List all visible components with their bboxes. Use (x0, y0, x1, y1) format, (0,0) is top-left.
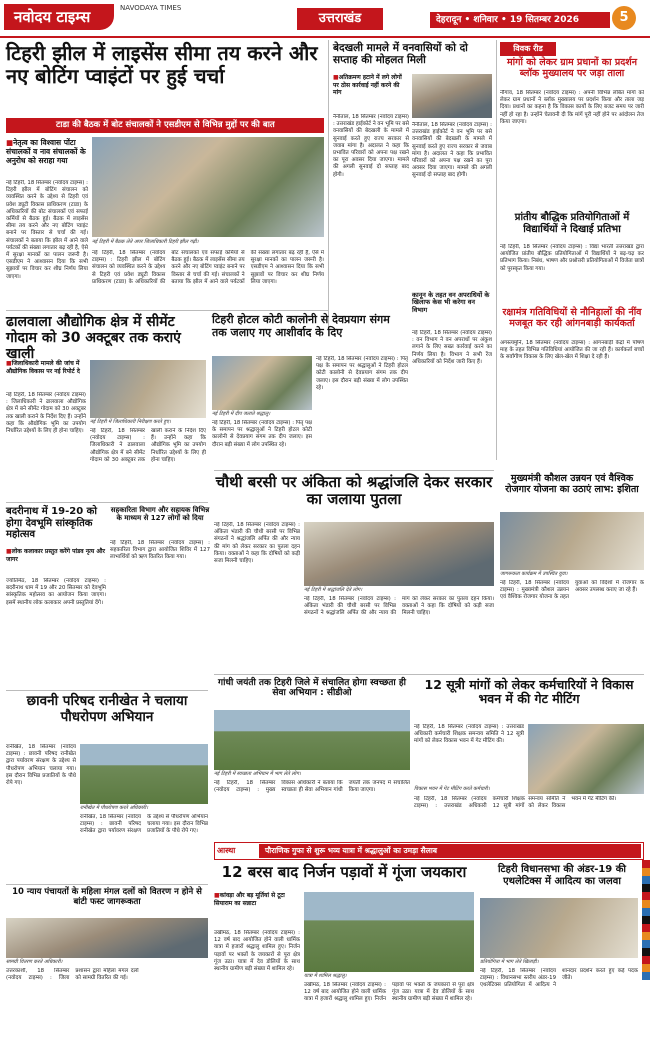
aastha-strap-box (214, 842, 644, 860)
tihrihot-body-continued: नई टिहरी, 18 सितम्बर (नवोदय टाइम्स) : पितृ पक्ष के समापन पर श्रद्धालुओं ने टिहरी होटल कोटी कालोनी से देवप्रयाग संगम तक दीप जलाए। इस दौरान बड़ी संख्या में लोग उपस्थित रहे। (316, 356, 408, 391)
mukhyamantri-body: नई टिहरी, 18 सितम्बर (नवोदय टाइम्स) : मुख्यमंत्री कौशल उन्नयन एवं वैश्विक रोजगार योजना के तहत युवाओं को विदेशों में रोजगार के अवसर उपलब्ध कराए जा रहे हैं। (500, 580, 644, 601)
athletics-photo (480, 898, 638, 958)
badrinath-bullet: ■ लोक कलाकार प्रस्तुत करेंगे पांडव नृत्य और जागर (6, 548, 106, 576)
wanaval-body-continued: नैनीताल, 18 सितम्बर (नवोदय टाइम्स) : उत्तराखंड हाईकोर्ट ने वन भूमि पर बसे वनवासियों की बेदखली के मामले में सुनवाई करते हुए राज्य सरकार से जवाब मांगा है। अदालत ने कहा कि प्रभावित परिवारों को अपना पक्ष रखने का पूरा अवसर दिया जाएगा। मामले की अगली सुनवाई दो सप्ताह बाद होगी। (412, 122, 492, 179)
column-divider (496, 40, 497, 460)
anganwadi-headline: रक्षामंत्र गतिविधियों से नौनिहालों की नींव मजबूत कर रही आंगनबाड़ी कार्यकर्ता (502, 307, 642, 329)
anganwadi-body: अगस्त्यमुनि, 18 सितम्बर (नवोदय टाइम्स) : आंगनबाड़ी केंद्रों में पोषण माह के तहत विभिन्न गतिविधियां आयोजित की जा रही हैं। कार्यकर्ता बच्चों के सर्वांगीण विकास के लिए खेल-खेल में शिक्षा दे रही हैं। (500, 340, 644, 361)
gandhi-headline: गांधी जयंती तक टिहरी जिले में संचालित होगा स्वच्छता ही सेवा अभियान : सीडीओ (218, 678, 406, 699)
aastha-body: उखीमठ, 18 सितम्बर (नवोदय टाइम्स) : 12 वर्ष बाद आयोजित होने वाली धार्मिक यात्रा में हजारों श्रद्धालु शामिल हुए। निर्जन पड़ावों पर भक्तों के जयकारों से पूरा क्षेत्र गूंज उठा। यात्रा में देव डोलियों के साथ स्थानीय ग्रामीण बड़ी संख्या में शामिल रहे। (214, 930, 300, 973)
row-divider (214, 674, 644, 675)
row-divider (214, 470, 494, 471)
vivek-body: नौगांव, 18 सितम्बर (नवोदय टाइम्स) : अपनी विभिन्न लंबित मांगों को लेकर ग्राम प्रधानों ने ब्लॉक मुख्यालय पर प्रदर्शन किया और ताला जड़ दिया। प्रधानों का कहना है कि विकास कार्यों के लिए बजट समय पर जारी नहीं हो रहा है। उन्होंने चेतावनी दी कि मांगें पूरी नहीं होने पर आंदोलन तेज किया जाएगा। (500, 90, 644, 125)
pratibha-headline: प्रांतीय बौद्धिक प्रतियोगिताओं में विद्यार्थियों ने दिखाई प्रतिभा (514, 212, 630, 235)
row-divider (6, 884, 208, 885)
nyay-caption: सामग्री वितरण करते अधिकारी। (6, 959, 63, 965)
chhawni-caption: रानीखेत में पौधरोपण करते अधिकारी। (80, 805, 148, 811)
karmachari-body-continued: नई टिहरी, 18 सितम्बर (नवोदय टाइम्स) : उत्तराखंड अधिकारी कर्मचारी शिक्षक समन्वय समिति ने 12 सूत्री मांगों को लेकर विकास भवन में गेट मीटिंग की। (414, 796, 617, 810)
kanoon-body: नई टिहरी, 18 सितम्बर (नवोदय टाइम्स) : वन विभाग ने वन अपराधों पर अंकुश लगाने के लिए सख्त कार्रवाई करने का निर्णय लिया है। विभाग ने सभी रेंज अधिकारियों को निर्देश जारी किए हैं। (412, 330, 492, 365)
masthead-banner (0, 0, 650, 36)
wanaval-bullet: ■ अतिक्रमण हटाने में लगे लोगों पर ठोस कार्रवाई नहीं करने की मांग (333, 74, 409, 112)
ankita-headline: चौथी बरसी पर अंकिता को श्रद्धांजलि देकर सरकार का जलाया पुतला (215, 473, 493, 509)
dhalwala-body-continued: नई टिहरी, 18 सितम्बर (नवोदय टाइम्स) : जिलाधिकारी ने ढालवाला औद्योगिक क्षेत्र में बने सीमेंट गोदाम को 30 अक्टूबर तक खाली कराने के निर्देश दिए हैं। उन्होंने कहा कि औद्योगिक भूमि का उपयोग निर्धारित उद्देश्यों के लिए ही होना चाहिए। (90, 428, 206, 463)
gandhi-caption: नई टिहरी में स्वच्छता अभियान में भाग लेते लोग। (214, 771, 301, 777)
sahkarita-headline: सहकारिता विभाग और सहायक विभिन्न के माध्यम से 127 लोगों को दिया (110, 506, 210, 523)
tihrihot-body: नई टिहरी, 18 सितम्बर (नवोदय टाइम्स) : पितृ पक्ष के समापन पर श्रद्धालुओं ने टिहरी होटल कोटी कालोनी से देवप्रयाग संगम तक दीप जलाए। इस दौरान बड़ी संख्या में लोग उपस्थित रहे। (212, 420, 312, 448)
lead-body-continued: नई टिहरी, 18 सितम्बर (नवोदय टाइम्स) : टिहरी झील में बोटिंग संचालन को व्यवस्थित करने के उद्देश्य से टिहरी एवं प्रवेश ड्यूटी विकास प्राधिकरण (टाडा) के अधिकारियों की बोट संचालकों एवं सफाई कर्मियों से बैठक हुई। बैठक में लाइसेंस सीमा तय करने और नए बोटिंग प्वाइंट बनाने पर विस्तार से चर्चा की गई। संचालकों ने बताया कि झील में आने वाले पर्यटकों की संख्या लगातार बढ़ रही है, ऐसे में सुरक्षा मानकों का पालन जरूरी है। एसडीएम ने आश्वासन दिया कि सभी सुझावों पर विचार कर शीघ्र निर्णय लिया जाएगा। (92, 250, 324, 285)
chhawni-headline: छावनी परिषद रानीखेत ने चलाया पौधरोपण अभियान (26, 693, 188, 725)
gandhi-body: नई टिहरी, 18 सितम्बर (नवोदय टाइम्स) : मुख्य विकास अधिकारी ने बताया कि स्वच्छता ही सेवा अभियान गांधी जयंती तक जनपद में संचालित किया जाएगा। (214, 780, 410, 794)
nyay-body: उत्तरकाशी, 18 सितम्बर (नवोदय टाइम्स) : जिला प्रशासन द्वारा महिला मंगल दलों को सामग्री वितरित की गई। (6, 968, 139, 982)
lead-caption: नई टिहरी में बैठक लेते अपर जिलाधिकारी टिहरी झील गढ़ी। (92, 239, 199, 245)
column-divider (328, 40, 329, 336)
ankita-body-continued: नई टिहरी, 18 सितम्बर (नवोदय टाइम्स) : अंकिता भंडारी की चौथी बरसी पर विभिन्न संगठनों ने श्रद्धांजलि अर्पित की और न्याय की मांग को लेकर सरकार का पुतला दहन किया। वक्ताओं ने कहा कि दोषियों को कड़ी सजा मिलनी चाहिए। (304, 596, 494, 617)
row-divider (6, 690, 208, 691)
karmachari-body: नई टिहरी, 18 सितम्बर (नवोदय टाइम्स) : उत्तराखंड अधिकारी कर्मचारी शिक्षक समन्वय समिति ने 12 सूत्री मांगों को लेकर विकास भवन में गेट मीटिंग की। (414, 724, 524, 745)
dhalwala-caption: नई टिहरी में जिलाधिकारी निरीक्षण करते हुए। (90, 419, 171, 425)
aastha-strap: पौराणिक गुफा से शुरू भव्य यात्रा में श्रद्धालुओं का उमड़ा सैलाब (259, 844, 641, 858)
nyay-photo (6, 918, 208, 958)
lead-strap: टाडा की बैठक में बोट संचालकों ने एसडीएम से विभिन्न मुद्दों पर की बात (6, 118, 324, 133)
vivek-label: विवक रीड (500, 42, 556, 56)
ankita-photo (304, 522, 494, 586)
chhawni-photo (80, 744, 208, 804)
registration-marks (642, 860, 650, 980)
mukhyamantri-photo (500, 512, 644, 570)
lead-bullet: ■ नेतृत्व का विश्वास पोंटा संचालकों व नाव संचालकों के अनुरोध को सराहा गया (6, 138, 88, 178)
masthead-subtitle: NAVODAYA TIMES (120, 4, 182, 12)
section-label: उत्तराखंड (297, 8, 383, 30)
row-divider (6, 310, 328, 311)
vivek-headline: मांगों को लेकर ग्राम प्रधानों का प्रदर्शन ब्लॉक मुख्यालय पर जड़ा ताला (506, 57, 638, 79)
badrinath-headline: बदरीनाथ में 19-20 को होगा देवभूमि सांस्कृतिक महोत्सव (6, 506, 97, 540)
athletics-headline: टिहरी विधानसभा की अंडर-19 की एथलेटिक्स में आदित्य का जलवा (497, 864, 627, 887)
lead-photo (92, 137, 324, 237)
row-divider (6, 502, 208, 503)
tihrihot-photo (212, 356, 312, 410)
chhawni-body-continued: रानीखेत, 18 सितम्बर (नवोदय टाइम्स) : छावनी परिषद रानीखेत द्वारा पर्यावरण संरक्षण के उद्देश्य से पौधरोपण अभियान चलाया गया। इस दौरान विभिन्न प्रजातियों के पौधे रोपे गए। (80, 814, 208, 835)
lead-body: नई टिहरी, 18 सितम्बर (नवोदय टाइम्स) : टिहरी झील में बोटिंग संचालन को व्यवस्थित करने के उद्देश्य से टिहरी एवं प्रवेश ड्यूटी विकास प्राधिकरण (टाडा) के अधिकारियों की बोट संचालकों एवं सफाई कर्मियों से बैठक हुई। बैठक में लाइसेंस सीमा तय करने और नए बोटिंग प्वाइंट बनाने पर विस्तार से चर्चा की गई। संचालकों ने बताया कि झील में आने वाले पर्यटकों की संख्या लगातार बढ़ रही है, ऐसे में सुरक्षा मानकों का पालन जरूरी है। एसडीएम ने आश्वासन दिया कि सभी सुझावों पर विचार कर शीघ्र निर्णय लिया जाएगा। (6, 180, 88, 280)
tihrihot-caption: नई टिहरी में दीप जलाते श्रद्धालु। (212, 411, 271, 417)
aastha-photo (304, 892, 474, 972)
mukhyamantri-headline: मुख्यमंत्री कौशल उन्नयन एवं वैश्विक रोजगार योजना का उठाएं लाभ: इशिता (505, 473, 639, 495)
chhawni-body: रानीखेत, 18 सितम्बर (नवोदय टाइम्स) : छावनी परिषद रानीखेत द्वारा पर्यावरण संरक्षण के उद्देश्य से पौधरोपण अभियान चलाया गया। इस दौरान विभिन्न प्रजातियों के पौधे रोपे गए। (6, 744, 76, 787)
mukhyamantri-caption: जागरूकता कार्यक्रम में उपस्थित युवा। (500, 571, 568, 577)
tihrihot-headline: टिहरी होटल कोटी कालोनी से देवप्रयाग संगम तक जलाए गए आशीर्वाद के दिए (212, 313, 390, 339)
nyay-headline: 10 न्याय पंचायतों के महिला मंगल दलों को वितरण न होने से बांटी फस्ट जागरूकता (12, 887, 202, 907)
aastha-headline: 12 बरस बाद निर्जन पड़ावों में गूंजा जयकारा (221, 863, 467, 881)
masthead-rule (0, 36, 650, 38)
ankita-body: नई टिहरी, 18 सितम्बर (नवोदय टाइम्स) : अंकिता भंडारी की चौथी बरसी पर विभिन्न संगठनों ने श्रद्धांजलि अर्पित की और न्याय की मांग को लेकर सरकार का पुतला दहन किया। वक्ताओं ने कहा कि दोषियों को कड़ी सजा मिलनी चाहिए। (214, 522, 300, 565)
gandhi-photo (214, 710, 410, 770)
lead-headline: टिहरी झील में लाइसेंस सीमा तय करने और नए बोटिंग प्वाइंटों पर हुई चर्चा (6, 41, 318, 88)
wanaval-body: नैनीताल, 18 सितम्बर (नवोदय टाइम्स) : उत्तराखंड हाईकोर्ट ने वन भूमि पर बसे वनवासियों की बेदखली के मामले में सुनवाई करते हुए राज्य सरकार से जवाब मांगा है। अदालत ने कहा कि प्रभावित परिवारों को अपना पक्ष रखने का पूरा अवसर दिया जाएगा। मामले की अगली सुनवाई दो सप्ताह बाद होगी। (333, 114, 409, 178)
sahkarita-body: नई टिहरी, 18 सितम्बर (नवोदय टाइम्स) : सहकारिता विभाग द्वारा आयोजित शिविर में 127 लाभार्थियों को ऋण वितरित किया गया। (110, 540, 210, 561)
pratibha-body: नई टिहरी, 18 सितम्बर (नवोदय टाइम्स) : विद्या भारती उत्तराखंड द्वारा आयोजित प्रांतीय बौद्धिक प्रतियोगिताओं में विद्यार्थियों ने बढ़-चढ़ कर प्रतिभाग किया। निबंध, भाषण और प्रश्नोत्तरी प्रतियोगिताओं में विजेता छात्रों को पुरस्कृत किया गया। (500, 244, 644, 272)
page-number: 5 (612, 6, 636, 30)
athletics-caption: प्रतियोगिता में भाग लेते खिलाड़ी। (480, 959, 539, 965)
karmachari-photo (528, 724, 644, 794)
aastha-body-continued: उखीमठ, 18 सितम्बर (नवोदय टाइम्स) : 12 वर्ष बाद आयोजित होने वाली धार्मिक यात्रा में हजारों श्रद्धालु शामिल हुए। निर्जन पड़ावों पर भक्तों के जयकारों से पूरा क्षेत्र गूंज उठा। यात्रा में देव डोलियों के साथ स्थानीय ग्रामीण बड़ी संख्या में शामिल रहे। (304, 982, 474, 1003)
aastha-caption: यात्रा में शामिल श्रद्धालु। (304, 973, 347, 979)
wanaval-photo (412, 74, 492, 118)
dhalwala-photo (90, 360, 206, 418)
karmachari-caption: विकास भवन में गेट मीटिंग करते कर्मचारी। (414, 786, 490, 792)
dhalwala-body: नई टिहरी, 18 सितम्बर (नवोदय टाइम्स) : जिलाधिकारी ने ढालवाला औद्योगिक क्षेत्र में बने सीमेंट गोदाम को 30 अक्टूबर तक खाली कराने के निर्देश दिए हैं। उन्होंने कहा कि औद्योगिक भूमि का उपयोग निर्धारित उद्देश्यों के लिए ही होना चाहिए। (6, 392, 86, 435)
kanoon-headline: कानून के तहत वन अपराधियों के खिलाफ केस भी करेगा वन विभाग (412, 291, 490, 314)
aastha-label: आस्था (217, 846, 236, 855)
masthead-title: नवोदय टाइम्स (4, 4, 114, 30)
aastha-bullet: ■ कांवड़ा और बड़ मूर्तियां से टूटा सियाराम का सन्नाटा (214, 892, 300, 928)
karmachari-headline: 12 सूत्री मांगों को लेकर कर्मचारियों ने विकास भवन में की गेट मीटिंग (424, 677, 634, 707)
wanaval-headline: बेदखली मामले में वनवासियों को दो सप्ताह की मोहलत मिली (333, 42, 468, 67)
ankita-caption: नई टिहरी में श्रद्धांजलि देते लोग। (304, 587, 363, 593)
dhalwala-bullet: ■ जिलाधिकारी मामले की जांच में औद्योगिक विकास पर नई रिपोर्ट दे (6, 360, 86, 390)
athletics-body: नई टिहरी, 18 सितम्बर (नवोदय टाइम्स) : विधानसभा स्तरीय अंडर-19 एथलेटिक्स प्रतियोगिता में आदित्य ने शानदार प्रदर्शन करते हुए कई पदक जीते। (480, 968, 638, 989)
badrinath-body: ज्योतिर्मठ, 18 सितम्बर (नवोदय टाइम्स) : बदरीनाथ धाम में 19 और 20 सितम्बर को देवभूमि सांस्कृतिक महोत्सव का आयोजन किया जाएगा। इसमें स्थानीय लोक कलाकार अपनी प्रस्तुतियां देंगे। (6, 578, 106, 606)
dateline: देहरादून • शनिवार • 19 सितम्बर 2026 (430, 12, 610, 28)
dhalwala-headline: ढालवाला औद्योगिक क्षेत्र में सीमेंट गोदाम को 30 अक्टूबर तक कराएं खाली (6, 314, 181, 363)
